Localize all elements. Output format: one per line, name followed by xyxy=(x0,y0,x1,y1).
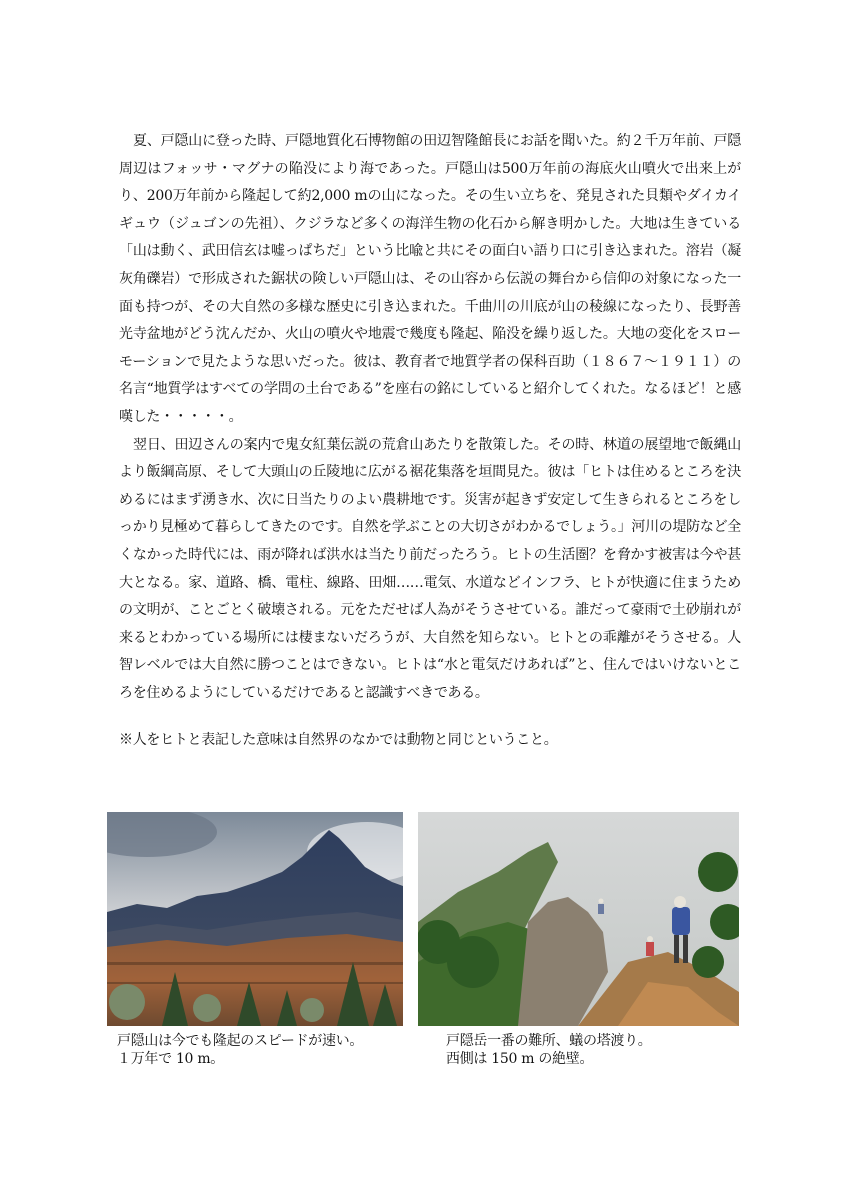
mountain-landscape-image xyxy=(107,812,403,1026)
paragraph-2: 翌日、田辺さんの案内で鬼女紅葉伝説の荒倉山あたりを散策した。その時、林道の展望地で飯縄山より飯綱高原、そして大頭山の丘陵地に広がる裾花集落を垣間見た。彼は「ヒトは住めるところを決めるにはまず湧き水、次に日当たりのよい農耕地です。災害が起きず安定して生きられるところをしっかり見極めて暮らしてきたのです。自然を学ぶことの大切さがわかるでしょう。」河川の堤防など全くなかった時代には、雨が降れば洪水は当たり前だったろう。ヒトの生活圏？を脅かす被害は今や甚大となる。家、道路、橋、電柱、線路、田畑……電気、水道などインフラ、ヒトが快適に住まうための文明が、ことごとく破壊される。元をただせば人為がそうさせている。誰だって豪雨で土砂崩れが来るとわかっている場所には棲まないだろうが、大自然を知らない。ヒトとの乖離がそうさせる。人智レベルでは大自然に勝つことはできない。ヒトは“水と電気だけあれば”と、住んではいけないところを住めるようにしているだけであると認識すべきである。 xyxy=(119,436,741,701)
caption-right xyxy=(446,1032,736,1068)
paragraph-1: 夏、戸隠山に登った時、戸隠地質化石博物館の田辺智隆館長にお話を聞いた。約２千万年前、戸隠周辺はフォッサ・マグナの陥没により海であった。戸隠山は500万年前の海底火山噴火で出来上がり、200万年前から隆起して約2,000 mの山になった。その生い立ちを、発見された貝類やダイカイギュウ（ジュゴンの先祖）、クジラなど多くの海洋生物の化石から解き明かした。大地は生きている「山は動く、武田信玄は嘘っぱちだ」という比喩と共にその面白い語り口に引き込まれた。溶岩（凝灰角礫岩）で形成された鋸状の険しい戸隠山は、その山容から伝説の舞台から信仰の対象になった一面も持つが、その大自然の多様な歴史に引き込まれた。千曲川の川底が山の稜線になったり、長野善光寺盆地がどう沈んだか、火山の噴火や地震で幾度も隆起、陥没を繰り返した。大地の変化をスローモーションで見たような思いだった。彼は、教育者で地質学者の保科百助（１８６７～１９１１）の名言“地質学はすべての学問の土台である”を座右の銘にしていると紹介してくれた。なるほど！と感嘆した・・・・・。 xyxy=(119,133,741,425)
caption-left xyxy=(117,1032,407,1068)
caption-right-line2: 西側は 150 m の絶壁。 xyxy=(446,1051,594,1067)
caption-left-line2: １万年で 10 m。 xyxy=(117,1051,224,1067)
photo-ari-no-towatari xyxy=(418,812,739,1026)
caption-left-line1: 戸隠山は今でも隆起のスピードが速い。 xyxy=(117,1033,364,1049)
caption-right-line1: 戸隠岳一番の難所、蟻の塔渡り。 xyxy=(446,1033,652,1049)
article-body xyxy=(119,128,741,707)
climbers-ridge-image xyxy=(418,812,739,1026)
footnote: ※人をヒトと表記した意味は自然界のなかでは動物と同じということ。 xyxy=(119,732,558,748)
photo-mount-togakushi xyxy=(107,812,403,1026)
